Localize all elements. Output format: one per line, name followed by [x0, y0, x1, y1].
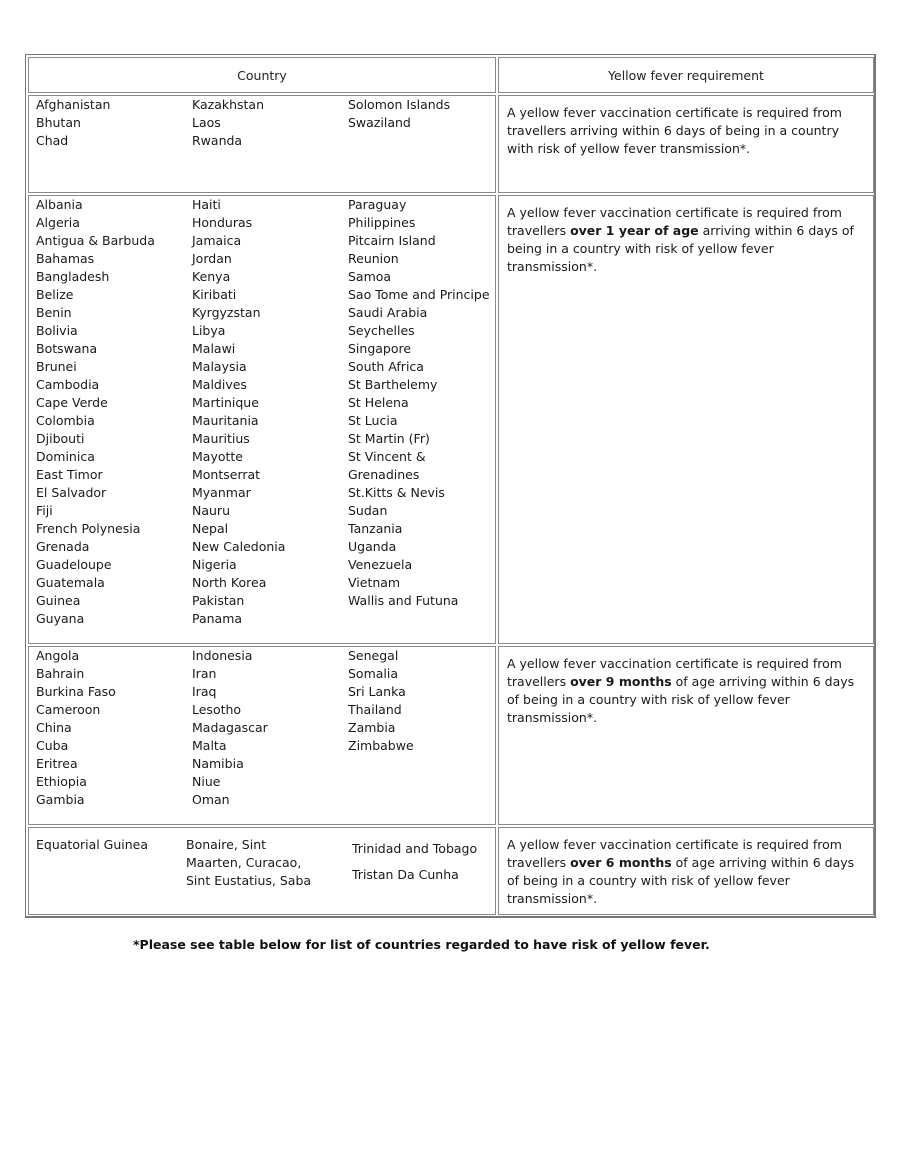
country-name: Somalia: [348, 666, 399, 681]
country-name: China: [36, 720, 72, 735]
country-name: Libya: [192, 323, 226, 338]
country-name: Indonesia: [192, 648, 253, 663]
country-name: Guinea: [36, 593, 81, 608]
country-name: Jordan: [192, 251, 232, 266]
country-name: Malta: [192, 738, 227, 753]
group-2-col-3: [348, 196, 490, 610]
group-2-col-1: [36, 196, 155, 628]
country-name: Philippines: [348, 215, 416, 230]
group-3-col-2: [192, 647, 268, 809]
country-name: Uganda: [348, 539, 397, 554]
country-name: Haiti: [192, 197, 221, 212]
country-name: Zimbabwe: [348, 738, 414, 753]
country-name: Samoa: [348, 269, 392, 284]
country-name: Thailand: [348, 702, 402, 717]
group-4-col-3: [352, 836, 477, 888]
country-name: Kiribati: [192, 287, 237, 302]
country-name: St Vincent &: [348, 449, 426, 464]
country-name: Bhutan: [36, 115, 81, 130]
country-name: Panama: [192, 611, 243, 626]
requirement-text-pre: A yellow fever vaccination certificate is required from travellers: [507, 205, 842, 238]
country-name: Algeria: [36, 215, 80, 230]
country-name: Cameroon: [36, 702, 101, 717]
country-name: Malaysia: [192, 359, 247, 374]
country-name: Paraguay: [348, 197, 407, 212]
country-name: Maarten, Curacao,: [186, 855, 302, 870]
group-3-countries: [28, 646, 496, 825]
country-name: Kyrgyzstan: [192, 305, 261, 320]
country-name: Oman: [192, 792, 230, 807]
requirement-text: [507, 204, 857, 276]
country-name: Botswana: [36, 341, 98, 356]
footnote: *Please see table below for list of countries regarded to have risk of yellow fever.: [133, 937, 710, 952]
country-name: Venezuela: [348, 557, 413, 572]
country-name: Laos: [192, 115, 221, 130]
country-name: Albania: [36, 197, 83, 212]
country-name: Malawi: [192, 341, 236, 356]
country-name: Reunion: [348, 251, 399, 266]
country-name: French Polynesia: [36, 521, 141, 536]
requirement-age-threshold: over 6 months: [570, 855, 672, 870]
country-name: Belize: [36, 287, 74, 302]
country-name: Pakistan: [192, 593, 245, 608]
country-name: New Caledonia: [192, 539, 286, 554]
country-name: St Martin (Fr): [348, 431, 430, 446]
requirement-text: [507, 104, 857, 158]
country-name: Mauritania: [192, 413, 259, 428]
country-name: Iraq: [192, 684, 217, 699]
country-name: Martinique: [192, 395, 259, 410]
group-2-countries: [28, 195, 496, 644]
country-name: Antigua & Barbuda: [36, 233, 155, 248]
group-4-requirement: [498, 827, 874, 915]
country-name: Solomon Islands: [348, 97, 451, 112]
country-name: Zambia: [348, 720, 396, 735]
country-name: Lesotho: [192, 702, 242, 717]
requirement-text-post: of age arriving within 6 days of being in a country with risk of yellow fever transmission*.: [507, 855, 855, 906]
country-name: Pitcairn Island: [348, 233, 436, 248]
country-name: Grenadines: [348, 467, 420, 482]
requirement-age-threshold: over 1 year of age: [570, 223, 699, 238]
country-name: Sao Tome and Principe: [348, 287, 490, 302]
country-name: Bonaire, Sint: [186, 837, 267, 852]
country-name: Maldives: [192, 377, 247, 392]
country-name: Equatorial Guinea: [36, 837, 149, 852]
country-name: Saudi Arabia: [348, 305, 428, 320]
country-name: Trinidad and Tobago: [352, 841, 478, 856]
country-name: Tanzania: [348, 521, 403, 536]
requirement-text: [507, 836, 857, 908]
country-name: Bangladesh: [36, 269, 110, 284]
country-name: Guatemala: [36, 575, 105, 590]
country-name: Nepal: [192, 521, 229, 536]
country-name: Niue: [192, 774, 221, 789]
country-name: Dominica: [36, 449, 95, 464]
country-name: Swaziland: [348, 115, 411, 130]
requirement-text-pre: A yellow fever vaccination certificate is required from travellers: [507, 837, 842, 870]
country-name: Fiji: [36, 503, 53, 518]
yellow-fever-table: [25, 54, 876, 918]
requirement-text-pre: A yellow fever vaccination certificate is required from travellers arriving within 6 days of being in a country with risk of yellow fever transmission*.: [507, 105, 842, 156]
group-1-countries: [28, 95, 496, 193]
country-name: Bolivia: [36, 323, 78, 338]
country-name: Bahrain: [36, 666, 85, 681]
country-name: Grenada: [36, 539, 90, 554]
header-country: Country: [28, 57, 496, 93]
country-name: South Africa: [348, 359, 424, 374]
country-name: North Korea: [192, 575, 267, 590]
country-name: Rwanda: [192, 133, 243, 148]
country-name: Guyana: [36, 611, 85, 626]
country-name: Ethiopia: [36, 774, 87, 789]
group-1-col-3: [348, 96, 450, 132]
group-2-col-2: [192, 196, 285, 628]
country-name: St Barthelemy: [348, 377, 438, 392]
group-4-countries: [28, 827, 496, 915]
country-name: Colombia: [36, 413, 95, 428]
country-name: Singapore: [348, 341, 412, 356]
country-name: Honduras: [192, 215, 253, 230]
country-name: Djibouti: [36, 431, 85, 446]
country-name: Seychelles: [348, 323, 415, 338]
country-name: Sri Lanka: [348, 684, 406, 699]
country-name: East Timor: [36, 467, 103, 482]
country-name: Sint Eustatius, Saba: [186, 873, 312, 888]
country-name: El Salvador: [36, 485, 107, 500]
group-1-col-2: [192, 96, 264, 150]
country-name: Brunei: [36, 359, 77, 374]
country-name: Iran: [192, 666, 217, 681]
group-3-col-3: [348, 647, 414, 755]
country-name: Cambodia: [36, 377, 100, 392]
country-name: Tristan Da Cunha: [352, 867, 459, 882]
requirement-text-pre: A yellow fever vaccination certificate is required from travellers: [507, 656, 842, 689]
country-name: Vietnam: [348, 575, 401, 590]
country-name: Montserrat: [192, 467, 261, 482]
country-name: Guadeloupe: [36, 557, 112, 572]
country-name: Nauru: [192, 503, 230, 518]
country-name: Benin: [36, 305, 72, 320]
requirement-text-post: arriving within 6 days of being in a country with risk of yellow fever transmission*.: [507, 223, 854, 274]
country-name: Madagascar: [192, 720, 268, 735]
country-name: St Helena: [348, 395, 409, 410]
requirement-text-post: of age arriving within 6 days of being in a country with risk of yellow fever transmission*.: [507, 674, 855, 725]
header-requirement: Yellow fever requirement: [498, 57, 874, 93]
requirement-text: [507, 655, 857, 727]
country-name: Gambia: [36, 792, 85, 807]
country-name: Afghanistan: [36, 97, 111, 112]
country-name: Mayotte: [192, 449, 243, 464]
country-name: Cape Verde: [36, 395, 108, 410]
country-name: Cuba: [36, 738, 69, 753]
country-name: Senegal: [348, 648, 399, 663]
group-4-col-2: [186, 836, 311, 890]
country-name: Wallis and Futuna: [348, 593, 459, 608]
country-name: Burkina Faso: [36, 684, 116, 699]
country-name: St.Kitts & Nevis: [348, 485, 445, 500]
country-name: Kazakhstan: [192, 97, 265, 112]
country-name: Chad: [36, 133, 69, 148]
country-name: Bahamas: [36, 251, 95, 266]
group-1-col-1: [36, 96, 110, 150]
country-name: Sudan: [348, 503, 388, 518]
group-3-col-1: [36, 647, 116, 809]
country-name: Eritrea: [36, 756, 78, 771]
group-1-requirement: [498, 95, 874, 193]
country-name: Kenya: [192, 269, 231, 284]
country-name: Nigeria: [192, 557, 237, 572]
country-name: St Lucia: [348, 413, 398, 428]
requirement-age-threshold: over 9 months: [570, 674, 672, 689]
group-3-requirement: [498, 646, 874, 825]
group-4-col-1: [36, 836, 148, 854]
country-name: Myanmar: [192, 485, 251, 500]
country-name: Namibia: [192, 756, 244, 771]
group-2-requirement: [498, 195, 874, 644]
country-name: Angola: [36, 648, 80, 663]
country-name: Mauritius: [192, 431, 250, 446]
country-name: Jamaica: [192, 233, 242, 248]
